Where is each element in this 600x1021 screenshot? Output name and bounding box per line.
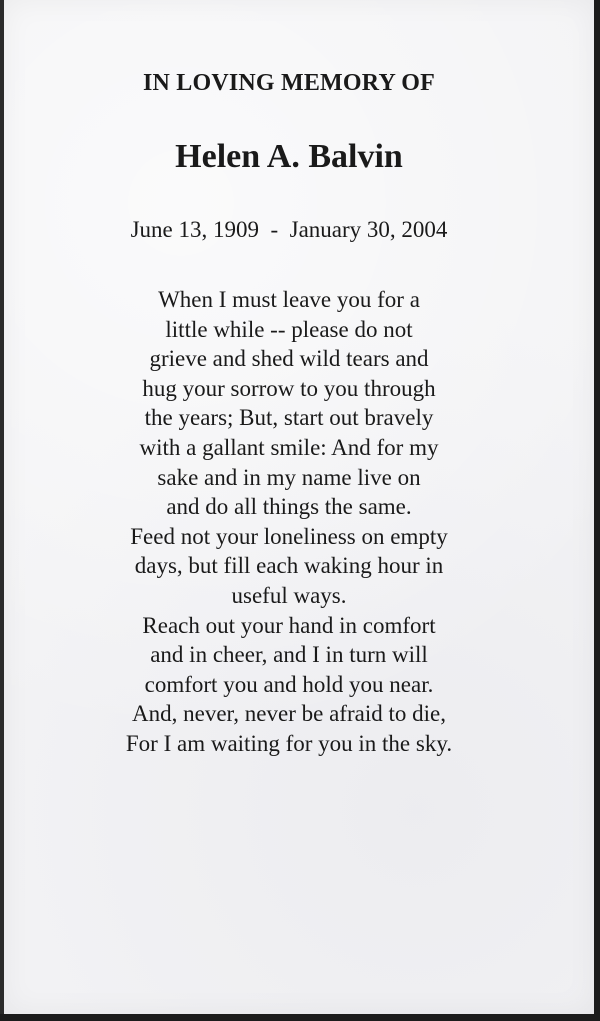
scan-border-right: [594, 0, 600, 1021]
life-dates: June 13, 1909 - January 30, 2004: [130, 217, 448, 242]
poem-line: grieve and shed wild tears and: [149, 346, 429, 372]
poem-line: comfort you and hold you near.: [144, 671, 434, 697]
memorial-poem: [4, 285, 574, 759]
deceased-name: Helen A. Balvin: [175, 138, 403, 175]
poem-line: the years; But, start out bravely: [144, 405, 434, 431]
poem-line: and in cheer, and I in turn will: [150, 642, 428, 668]
scan-border-bottom: [0, 1014, 600, 1021]
poem-line: days, but fill each waking hour in: [134, 553, 444, 579]
poem-line: little while -- please do not: [165, 316, 413, 342]
poem-line: And, never, never be afraid to die,: [132, 701, 446, 727]
poem-line: with a gallant smile: And for my: [139, 434, 439, 460]
memorial-heading: IN LOVING MEMORY OF: [142, 70, 436, 96]
poem-line: sake and in my name live on: [157, 464, 421, 490]
poem-line: For I am waiting for you in the sky.: [125, 730, 453, 756]
poem-line: Feed not your loneliness on empty: [130, 523, 448, 549]
poem-line: When I must leave you for a: [158, 287, 420, 312]
poem-line: hug your sorrow to you through: [142, 375, 436, 401]
memorial-card: [4, 0, 594, 1014]
poem-line: useful ways.: [231, 582, 347, 608]
poem-line: Reach out your hand in comfort: [142, 612, 436, 638]
poem-line: and do all things the same.: [166, 494, 412, 520]
